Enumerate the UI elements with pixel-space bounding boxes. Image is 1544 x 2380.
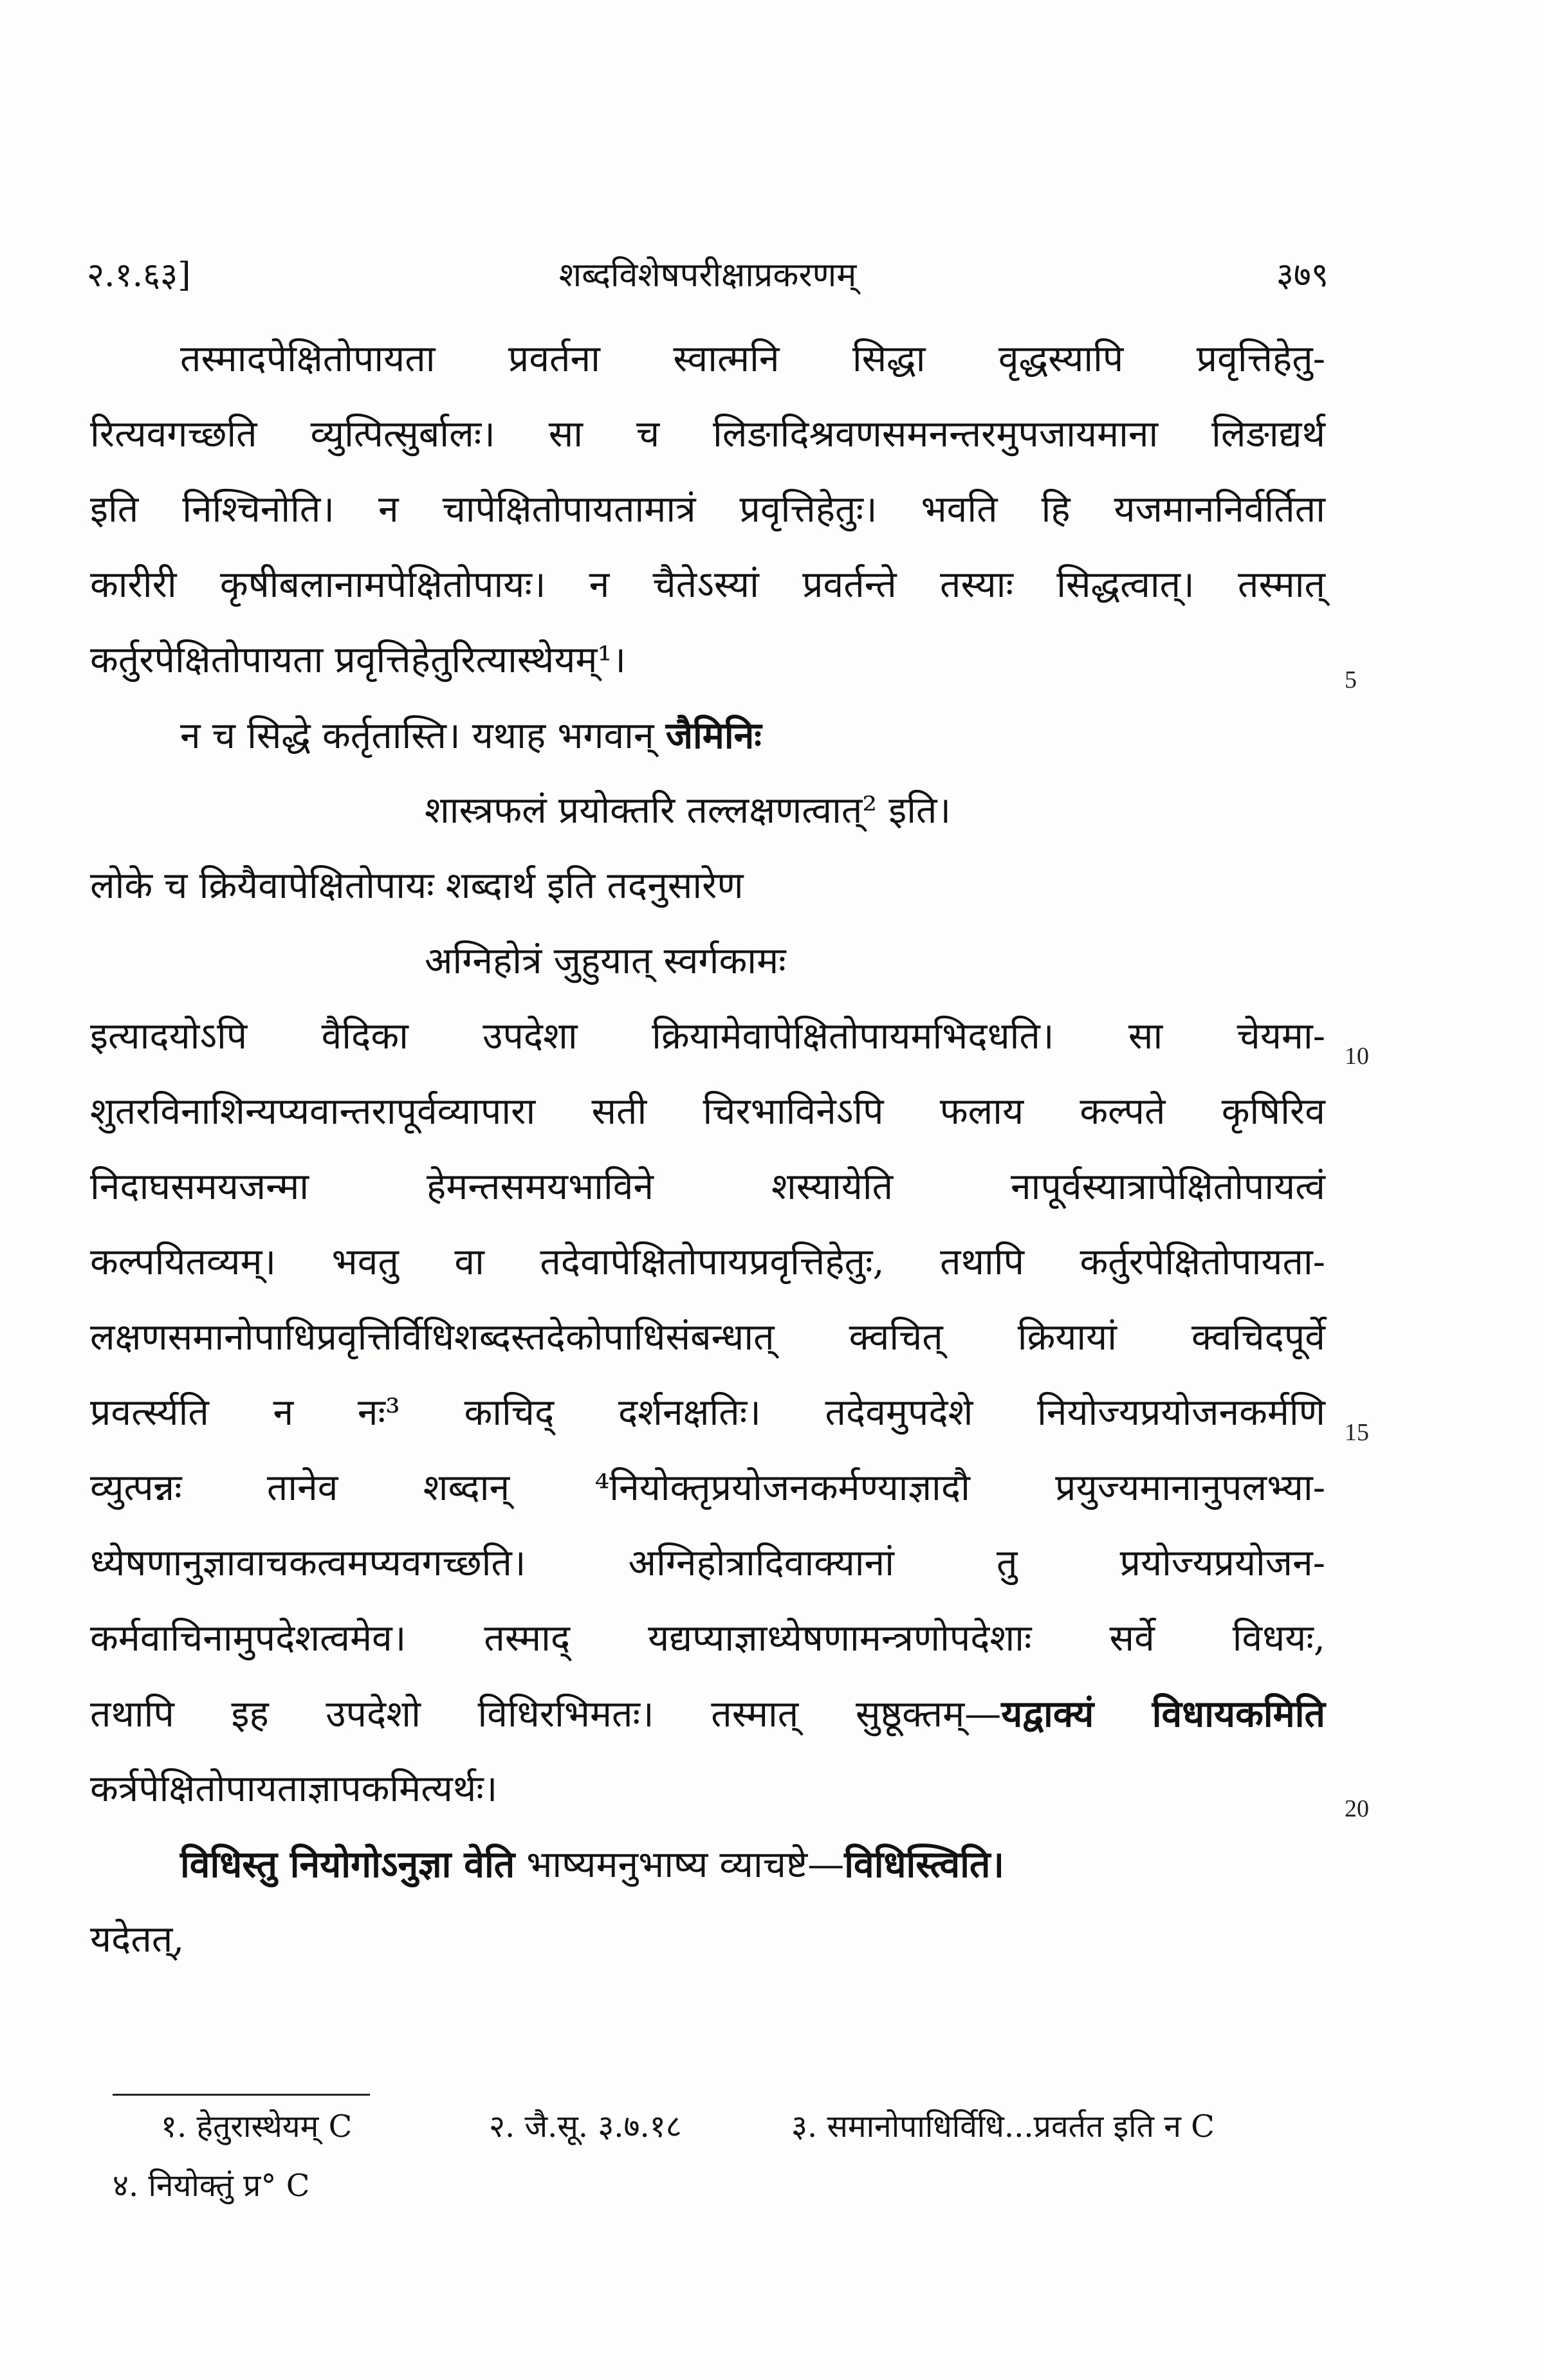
line-number: 20: [1345, 1795, 1369, 1822]
main-text: [90, 322, 1325, 1977]
text-span: न च सिद्धे कर्तृतास्ति। यथाह भगवान्: [180, 715, 654, 757]
line-number: 15: [1345, 1419, 1369, 1446]
text-line: कर्तुरपेक्षितोपायता प्रवृत्तिहेतुरित्यास्थेयम्¹।: [90, 639, 626, 681]
text-line: व्युत्पन्नः तानेव शब्दान् ⁴नियोक्तृप्रयोजनकर्मण्याज्ञादौ प्रयुज्यमानानुपलभ्या-: [90, 1467, 1325, 1509]
text-line: लोके च क्रियैवापेक्षितोपायः शब्दार्थ इति तदनुसारेण: [90, 865, 744, 907]
text-line: इत्यादयोऽपि वैदिका उपदेशा क्रियामेवापेक्षितोपायमभिदधति। सा चेयमा-: [90, 1015, 1325, 1057]
line-number: 5: [1345, 666, 1357, 693]
line-number: 10: [1345, 1043, 1369, 1070]
running-header: [87, 251, 1328, 296]
text-span: भाष्यमनुभाष्य व्याचष्टे—: [526, 1844, 845, 1886]
sutra-quote: शास्त्रफलं प्रयोक्तरि तल्लक्षणत्वात्² इति।: [425, 789, 951, 832]
text-line: लक्षणसमानोपाधिप्रवृत्तिर्विधिशब्दस्तदेकोपाधिसंबन्धात् क्वचित् क्रियायां क्वचिदपूर्वे: [90, 1316, 1325, 1359]
footnote-divider: [113, 2094, 370, 2096]
footnotes: [90, 2097, 1325, 2215]
text-line: तस्मादपेक्षितोपायता प्रवर्तना स्वात्मनि सिद्धा वृद्धस्यापि प्रवृत्तिहेतु-: [180, 338, 1325, 380]
footnote-2: २. जै.सू. ३.७.१८: [489, 2109, 682, 2145]
text-line: शुतरविनाशिन्यप्यवान्तरापूर्वव्यापारा सती चिरभाविनेऽपि फलाय कल्पते कृषिरिव: [90, 1090, 1325, 1133]
footnote-row: [90, 2097, 1325, 2156]
text-line: यदेतत्,: [90, 1918, 185, 1961]
text-line: कर्मवाचिनामुपदेशत्वमेव। तस्माद् यद्यप्याज्ञाध्येषणामन्त्रणोपदेशाः सर्वे विधयः,: [90, 1617, 1325, 1660]
text-line: ध्येषणानुज्ञावाचकत्वमप्यवगच्छति। अग्निहोत्रादिवाक्यानां तु प्रयोज्यप्रयोजन-: [90, 1542, 1325, 1584]
header-chapter-title: शब्दविशेषपरीक्षाप्रकरणम्: [558, 256, 857, 295]
text-line: कारीरी कृषीबलानामपेक्षितोपायः। न चैतेऽस्यां प्रवर्तन्ते तस्याः सिद्धत्वात्। तस्मात्: [90, 563, 1325, 606]
text-line: रित्यवगच्छति व्युत्पित्सुर्बालः। सा च लिङादिश्रवणसमनन्तरमुपजायमाना लिङाद्यर्थ: [90, 413, 1325, 455]
header-section-number: २.१.६३]: [87, 256, 191, 295]
text-line: इति निश्चिनोति। न चापेक्षितोपायतामात्रं प्रवृत्तिहेतुः। भवति हि यजमाननिर्वर्तिता: [90, 488, 1325, 531]
footnote-3: ३. समानोपाधिर्विधि...प्रवर्तत इति न C: [791, 2109, 1215, 2145]
text-line: [90, 1827, 1325, 1902]
vedic-quote: अग्निहोत्रं जुहुयात् स्वर्गकामः: [425, 940, 786, 982]
text-line: प्रवर्त्स्यति न नः³ काचिद् दर्शनक्षतिः। तदेवमुपदेशे नियोज्यप्रयोजनकर्मणि: [90, 1391, 1325, 1434]
footnote-4: ४. नियोक्तुं प्र° C: [113, 2168, 310, 2204]
text-line: कर्त्रपेक्षितोपायताज्ञापकमित्यर्थः।: [90, 1768, 498, 1810]
footnote-1: १. हेतुरास्थेयम् C: [161, 2109, 353, 2145]
text-line: कल्पयितव्यम्। भवतु वा तदेवापेक्षितोपायप्रवृत्तिहेतुः, तथापि कर्तुरपेक्षितोपायता-: [90, 1241, 1325, 1283]
footnote-row: [90, 2156, 1325, 2215]
bold-term-vidhistu: विधिस्तु नियोगोऽनुज्ञा वेति: [180, 1843, 515, 1886]
text-line: [90, 1676, 1325, 1752]
bold-term-yadvakyam: यद्वाक्यं विधायकमिति: [1001, 1692, 1325, 1735]
text-line: [90, 698, 1325, 773]
header-page-number: ३७९: [1276, 256, 1328, 295]
bold-term-vidhistviti: विधिस्त्विति।: [844, 1843, 1005, 1886]
text-line: निदाघसमयजन्मा हेमन्तसमयभाविने शस्यायेति नापूर्वस्यात्रापेक्षितोपायत्वं: [90, 1166, 1325, 1208]
text-span: तथापि इह उपदेशो विधिरभिमतः। तस्मात् सुष्ठूक्तम्—: [90, 1693, 1002, 1735]
bold-term-jaimini: जैमिनिः: [665, 714, 762, 757]
